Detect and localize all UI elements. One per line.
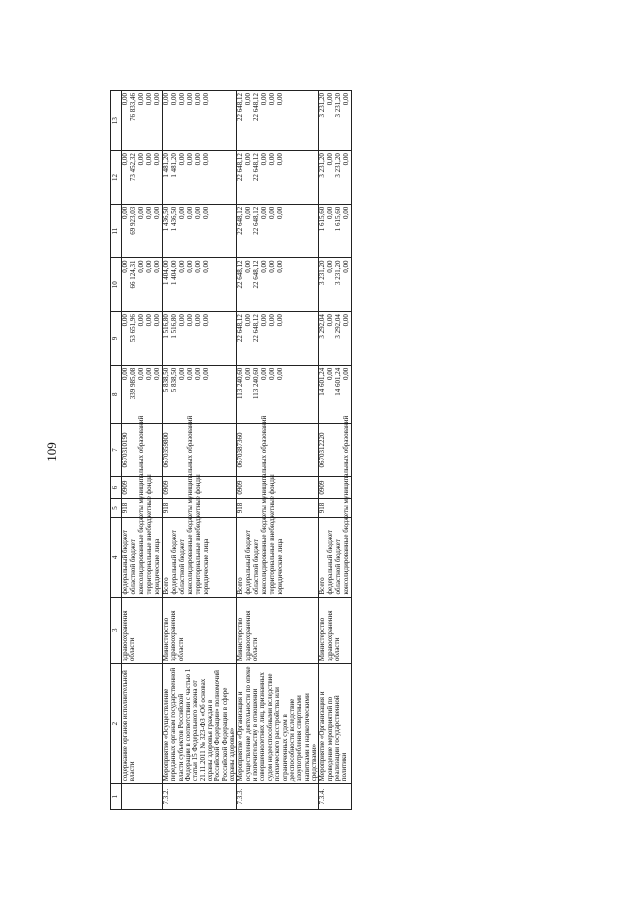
amount-cell (319, 91, 352, 151)
page-number: 109 (44, 442, 59, 462)
amount-cell (237, 204, 319, 258)
funding-source-cell-line: консолидированные бюджеты муниципальных образований (137, 415, 145, 595)
column-header: 11 (111, 204, 122, 258)
amount-value: 0,00 (186, 260, 194, 273)
csr-cell: 0670387360 (237, 423, 319, 477)
amount-value: 0,00 (121, 153, 129, 166)
amount-value: 0,00 (342, 93, 351, 106)
amount-value: 0,00 (153, 314, 161, 327)
amount-value: 0,00 (178, 260, 186, 273)
rz-pr-cell: 0909 (319, 477, 352, 498)
budget-table (110, 90, 352, 810)
amount-value: 0,00 (202, 93, 210, 106)
amount-cell (319, 312, 352, 366)
amount-cell (122, 365, 163, 423)
amount-value: 22 648,12 (252, 260, 261, 289)
rz-pr-cell: 0909 (163, 477, 237, 498)
amount-value: 0,00 (276, 314, 285, 327)
row-number-cell: 7.3.4. (319, 784, 352, 810)
amount-value: 113 240,60 (236, 367, 245, 400)
amount-value: 3 292,04 (318, 314, 327, 339)
amount-value: 0,00 (244, 206, 253, 220)
amount-value: 0,00 (202, 367, 210, 381)
funding-source-cell-line: федеральный бюджет (121, 530, 129, 595)
amount-cell (319, 365, 352, 423)
measure-name-cell: содержание органов исполнительной власти (122, 664, 163, 784)
rotated-table-wrapper (110, 90, 520, 810)
column-header: 3 (111, 597, 122, 664)
amount-value: 3 231,20 (334, 260, 343, 285)
amount-value: 0,00 (326, 314, 335, 327)
csr-cell: 0670310190 (122, 423, 163, 477)
amount-value: 0,00 (342, 206, 351, 220)
amount-cell (122, 151, 163, 205)
amount-value: 0,00 (244, 314, 253, 327)
amount-value: 22 648,12 (252, 206, 261, 235)
executor-cell: здравоохранения области (122, 597, 163, 664)
amount-value: 0,00 (276, 367, 285, 381)
amount-value: 76 833,46 (129, 93, 137, 121)
amount-value: 1 436,50 (170, 206, 178, 232)
amount-value: 0,00 (137, 153, 145, 166)
amount-value: 3 231,20 (318, 260, 327, 285)
amount-value: 0,00 (137, 206, 145, 220)
amount-value: 0,00 (186, 367, 194, 381)
table-row (319, 91, 352, 810)
measure-name-cell: Мероприятие «Организация и осуществление деятельности по опеке и попечительству в отношении совершеннолетних лиц, признанных судом недееспособными вследствие психического расстройства или ограниченных судом в дееспособности вследствие злоупотребления спиртными напитками и наркотическими средствами» (237, 664, 319, 784)
amount-cell (237, 312, 319, 366)
funding-source-cell-line: Всего (236, 577, 245, 595)
amount-value: 1 481,20 (162, 153, 170, 178)
amount-value: 0,00 (186, 93, 194, 106)
amount-value: 22 648,12 (252, 314, 261, 343)
amount-value: 1 516,80 (162, 314, 170, 339)
amount-cell (237, 91, 319, 151)
amount-value: 113 240,60 (252, 367, 261, 400)
amount-value: 0,00 (260, 206, 269, 220)
column-header: 12 (111, 151, 122, 205)
amount-value: 0,00 (202, 153, 210, 166)
amount-value: 0,00 (121, 260, 129, 273)
executor-cell: Министерство здравоохранения области (319, 597, 352, 664)
amount-cell (237, 365, 319, 423)
amount-value: 0,00 (170, 93, 178, 106)
funding-source-cell-line: областной бюджет (178, 539, 186, 595)
amount-value: 0,00 (260, 314, 269, 327)
amount-value: 22 648,12 (252, 153, 261, 182)
column-header: 9 (111, 312, 122, 366)
amount-cell (163, 365, 237, 423)
amount-cell (319, 204, 352, 258)
amount-value: 0,00 (268, 260, 277, 273)
amount-value: 0,00 (137, 260, 145, 273)
funding-source-cell-line: федеральный бюджет (170, 530, 178, 595)
amount-value: 0,00 (194, 367, 202, 381)
rz-pr-cell: 0909 (237, 477, 319, 498)
amount-value: 0,00 (153, 367, 161, 381)
amount-value: 0,00 (178, 93, 186, 106)
funding-source-cell-line: юридические лица (202, 538, 210, 595)
amount-value: 1 516,80 (170, 314, 178, 339)
amount-value: 0,00 (260, 367, 269, 381)
amount-value: 0,00 (162, 93, 170, 106)
amount-value: 0,00 (194, 314, 202, 327)
amount-value: 0,00 (276, 93, 285, 106)
row-number-cell: 7.3.2. (163, 784, 237, 810)
amount-value: 0,00 (137, 314, 145, 327)
funding-source-cell-line: Всего (318, 577, 327, 595)
amount-value: 69 923,03 (129, 206, 137, 235)
amount-value: 0,00 (244, 93, 253, 106)
amount-value: 1 404,00 (170, 260, 178, 285)
amount-cell (319, 151, 352, 205)
grbs-cell: 918 (319, 498, 352, 517)
amount-value: 0,00 (145, 206, 153, 220)
amount-value: 0,00 (202, 260, 210, 273)
amount-value: 0,00 (244, 367, 253, 381)
amount-value: 73 452,32 (129, 153, 137, 182)
funding-source-cell-line: федеральный бюджет (326, 530, 335, 595)
continuation-row (122, 91, 163, 810)
header-row (111, 91, 122, 810)
funding-source-cell-line: областной бюджет (334, 539, 343, 595)
amount-cell (237, 151, 319, 205)
executor-cell: Министерство здравоохранения области (163, 597, 237, 664)
amount-value: 0,00 (145, 93, 153, 106)
funding-source-cell-line: консолидированные бюджеты муниципальных образований (342, 415, 351, 595)
amount-value: 0,00 (178, 314, 186, 327)
amount-value: 0,00 (260, 93, 269, 106)
column-header: 5 (111, 498, 122, 517)
amount-value: 14 601,24 (318, 367, 327, 396)
amount-cell (163, 258, 237, 312)
amount-value: 0,00 (186, 314, 194, 327)
funding-source-cell-line: территориальные внебюджетные фонды (268, 474, 277, 595)
column-header: 6 (111, 477, 122, 498)
amount-value: 0,00 (326, 93, 335, 106)
funding-source-cell-line: территориальные внебюджетные фонды (194, 474, 202, 595)
amount-value: 0,00 (178, 367, 186, 381)
amount-value: 0,00 (342, 260, 351, 273)
amount-value: 1 481,20 (170, 153, 178, 178)
amount-value: 0,00 (202, 314, 210, 327)
amount-value: 0,00 (121, 206, 129, 220)
amount-value: 0,00 (153, 206, 161, 220)
amount-cell (237, 258, 319, 312)
amount-value: 0,00 (276, 260, 285, 273)
amount-cell (319, 258, 352, 312)
amount-value: 0,00 (121, 314, 129, 327)
amount-value: 3 231,20 (334, 93, 343, 118)
row-number-cell: 7.3.3. (237, 784, 319, 810)
amount-cell (163, 312, 237, 366)
funding-source-cell-line: юридические лица (276, 538, 285, 595)
funding-source-cell-line: территориальные внебюджетные фонды (145, 474, 153, 595)
grbs-cell: 918 (237, 498, 319, 517)
amount-value: 0,00 (137, 93, 145, 106)
table-row (163, 91, 237, 810)
amount-value: 0,00 (178, 206, 186, 220)
amount-value: 0,00 (276, 153, 285, 166)
column-header: 13 (111, 91, 122, 151)
table-row (237, 91, 319, 810)
amount-value: 0,00 (202, 206, 210, 220)
funding-source-cell-line: федеральный бюджет (244, 530, 253, 595)
amount-value: 0,00 (342, 153, 351, 166)
amount-value: 0,00 (268, 314, 277, 327)
measure-name-cell: Мероприятие «Организация и проведение мероприятий по реализации государственной политики (319, 664, 352, 784)
amount-value: 1 436,50 (162, 206, 170, 232)
amount-value: 0,00 (194, 153, 202, 166)
amount-value: 3 292,04 (334, 314, 343, 339)
csr-cell: 0670312220 (319, 423, 352, 477)
amount-value: 0,00 (145, 367, 153, 381)
column-header: 4 (111, 518, 122, 597)
column-header: 8 (111, 365, 122, 423)
amount-value: 0,00 (153, 93, 161, 106)
amount-value: 3 231,20 (318, 93, 327, 118)
amount-value: 1 615,60 (318, 206, 327, 232)
grbs-cell: 918 (163, 498, 237, 517)
amount-value: 0,00 (178, 153, 186, 166)
amount-value: 0,00 (244, 260, 253, 273)
amount-value: 22 648,12 (252, 93, 261, 121)
amount-value: 0,00 (260, 153, 269, 166)
amount-value: 0,00 (268, 93, 277, 106)
row-number-cell (122, 784, 163, 810)
amount-value: 0,00 (326, 206, 335, 220)
amount-value: 0,00 (153, 260, 161, 273)
column-header: 2 (111, 664, 122, 784)
measure-name-cell: Мероприятие «Осуществление переданных органам государственной власти субъектов Российской Федерации в соответствии с частью 1 статьи 15 Федерального закона от 21.11.2011 № 323-ФЗ «Об основах охраны здоровья граждан в Российской Федерации» полномочий Российской Федерации в сфере охраны здоровья» (163, 664, 237, 784)
amount-value: 22 648,12 (236, 314, 245, 343)
amount-value: 0,00 (268, 367, 277, 381)
csr-cell: 0670359800 (163, 423, 237, 477)
amount-value: 5 838,50 (170, 367, 178, 393)
amount-value: 0,00 (194, 206, 202, 220)
funding-source-cell-line: юридические лица (153, 538, 161, 595)
amount-value: 0,00 (260, 260, 269, 273)
executor-cell: Министерство здравоохранения области (237, 597, 319, 664)
amount-value: 0,00 (153, 153, 161, 166)
amount-value: 22 648,12 (236, 260, 245, 289)
amount-cell (122, 258, 163, 312)
amount-cell (122, 312, 163, 366)
amount-value: 0,00 (186, 153, 194, 166)
column-header: 10 (111, 258, 122, 312)
amount-value: 22 648,12 (236, 153, 245, 182)
amount-value: 0,00 (342, 314, 351, 327)
amount-value: 66 124,31 (129, 260, 137, 289)
rz-pr-cell: 0909 (122, 477, 163, 498)
column-header: 7 (111, 423, 122, 477)
amount-cell (163, 151, 237, 205)
amount-value: 3 231,20 (334, 153, 343, 178)
amount-cell (163, 204, 237, 258)
amount-value: 3 231,20 (318, 153, 327, 178)
funding-source-cell-line: консолидированные бюджеты муниципальных образований (186, 415, 194, 595)
amount-cell (122, 91, 163, 151)
amount-value: 0,00 (268, 206, 277, 220)
amount-value: 0,00 (145, 153, 153, 166)
funding-source-cell-line: областной бюджет (129, 539, 137, 595)
amount-cell (163, 91, 237, 151)
amount-value: 1 615,60 (334, 206, 343, 232)
amount-value: 0,00 (268, 153, 277, 166)
amount-value: 14 601,24 (334, 367, 343, 396)
amount-value: 0,00 (186, 206, 194, 220)
amount-value: 0,00 (145, 314, 153, 327)
amount-value: 0,00 (326, 367, 335, 381)
amount-value: 53 651,96 (129, 314, 137, 343)
funding-source-cell-line: консолидированные бюджеты муниципальных образований (260, 415, 269, 595)
column-header: 1 (111, 784, 122, 810)
funding-source-cell-line: Всего (162, 577, 170, 595)
amount-value: 0,00 (342, 367, 351, 381)
amount-value: 22 648,12 (236, 206, 245, 235)
amount-value: 0,00 (121, 93, 129, 106)
amount-value: 22 648,12 (236, 93, 245, 121)
amount-value: 0,00 (145, 260, 153, 273)
amount-value: 0,00 (194, 93, 202, 106)
amount-value: 0,00 (326, 153, 335, 166)
amount-value: 339 985,08 (129, 367, 137, 400)
amount-value: 0,00 (244, 153, 253, 166)
amount-value: 0,00 (137, 367, 145, 381)
amount-value: 0,00 (276, 206, 285, 220)
amount-value: 5 838,50 (162, 367, 170, 393)
funding-source-cell-line: областной бюджет (252, 539, 261, 595)
amount-value: 0,00 (326, 260, 335, 273)
amount-value: 0,00 (121, 367, 129, 381)
grbs-cell: 918 (122, 498, 163, 517)
amount-value: 0,00 (194, 260, 202, 273)
amount-value: 1 404,00 (162, 260, 170, 285)
amount-cell (122, 204, 163, 258)
